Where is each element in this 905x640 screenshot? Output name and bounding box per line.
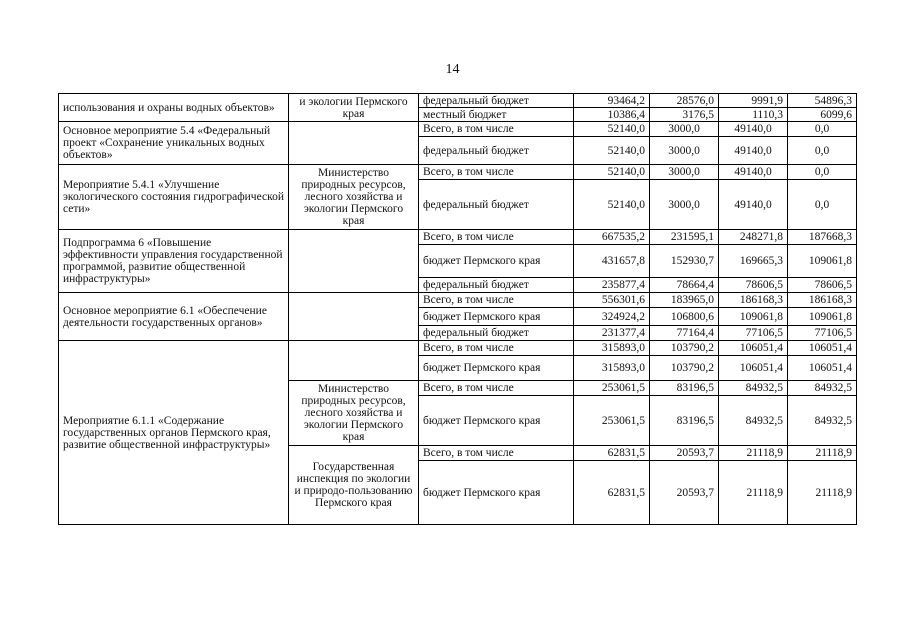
amount-cell: 103790,2	[650, 356, 719, 381]
funding-source-cell: Всего, в том числе	[419, 165, 574, 180]
executor-cell	[289, 293, 419, 341]
amount-cell: 6099,6	[788, 108, 857, 122]
amount-cell: 0,0	[788, 180, 857, 230]
amount-cell: 78664,4	[650, 278, 719, 293]
amount-cell: 84932,5	[788, 381, 857, 396]
amount-cell: 62831,5	[574, 446, 650, 461]
amount-cell: 186168,3	[788, 293, 857, 308]
amount-cell: 556301,6	[574, 293, 650, 308]
funding-source-cell: бюджет Пермского края	[419, 396, 574, 446]
table-row	[59, 165, 857, 180]
amount-cell: 183965,0	[650, 293, 719, 308]
funding-source-cell: федеральный бюджет	[419, 137, 574, 165]
amount-cell: 667535,2	[574, 230, 650, 245]
amount-cell: 52140,0	[574, 165, 650, 180]
amount-cell: 93464,2	[574, 94, 650, 108]
executor-cell: и экологии Пермского края	[289, 94, 419, 122]
amount-cell: 152930,7	[650, 245, 719, 278]
amount-cell: 0,0	[788, 137, 857, 165]
amount-cell: 84932,5	[788, 396, 857, 446]
funding-source-cell: бюджет Пермского края	[419, 245, 574, 278]
amount-cell: 83196,5	[650, 381, 719, 396]
funding-source-cell: бюджет Пермского края	[419, 308, 574, 326]
amount-cell: 109061,8	[719, 308, 788, 326]
amount-cell: 20593,7	[650, 446, 719, 461]
amount-cell: 77164,4	[650, 326, 719, 341]
amount-cell: 324924,2	[574, 308, 650, 326]
funding-source-cell: Всего, в том числе	[419, 230, 574, 245]
amount-cell: 0,0	[788, 165, 857, 180]
amount-cell: 231377,4	[574, 326, 650, 341]
funding-source-cell: федеральный бюджет	[419, 94, 574, 108]
activity-name-cell: Мероприятие 6.1.1 «Содержание государственных органов Пермского края, развитие общественной инфраструктуры»	[59, 341, 289, 525]
funding-source-cell: федеральный бюджет	[419, 278, 574, 293]
amount-cell: 109061,8	[788, 245, 857, 278]
amount-cell: 21118,9	[788, 446, 857, 461]
activity-name-cell: использования и охраны водных объектов»	[59, 94, 289, 122]
amount-cell: 78606,5	[788, 278, 857, 293]
amount-cell: 106051,4	[719, 356, 788, 381]
amount-cell: 3000,0	[650, 122, 719, 137]
amount-cell: 84932,5	[719, 396, 788, 446]
funding-source-cell: Всего, в том числе	[419, 381, 574, 396]
amount-cell: 169665,3	[719, 245, 788, 278]
table-row	[59, 341, 857, 356]
funding-source-cell: бюджет Пермского края	[419, 356, 574, 381]
amount-cell: 1110,3	[719, 108, 788, 122]
amount-cell: 3176,5	[650, 108, 719, 122]
amount-cell: 21118,9	[719, 446, 788, 461]
amount-cell: 20593,7	[650, 461, 719, 525]
amount-cell: 52140,0	[574, 180, 650, 230]
executor-cell: Государственная инспекция по экологии и природо-пользованию Пермского края	[289, 446, 419, 525]
amount-cell: 28576,0	[650, 94, 719, 108]
table-row	[59, 230, 857, 245]
funding-source-cell: Всего, в том числе	[419, 122, 574, 137]
amount-cell: 106051,4	[719, 341, 788, 356]
amount-cell: 431657,8	[574, 245, 650, 278]
amount-cell: 52140,0	[574, 137, 650, 165]
funding-source-cell: местный бюджет	[419, 108, 574, 122]
amount-cell: 103790,2	[650, 341, 719, 356]
amount-cell: 106051,4	[788, 341, 857, 356]
amount-cell: 49140,0	[719, 122, 788, 137]
amount-cell: 49140,0	[719, 180, 788, 230]
amount-cell: 3000,0	[650, 180, 719, 230]
activity-name-cell: Основное мероприятие 5.4 «Федеральный проект «Сохранение уникальных водных объектов»	[59, 122, 289, 165]
executor-cell	[289, 230, 419, 293]
budget-table	[58, 93, 857, 525]
amount-cell: 3000,0	[650, 165, 719, 180]
amount-cell: 248271,8	[719, 230, 788, 245]
amount-cell: 231595,1	[650, 230, 719, 245]
amount-cell: 253061,5	[574, 396, 650, 446]
amount-cell: 187668,3	[788, 230, 857, 245]
amount-cell: 54896,3	[788, 94, 857, 108]
executor-cell	[289, 341, 419, 381]
page-number: 14	[445, 62, 460, 77]
funding-source-cell: Всего, в том числе	[419, 293, 574, 308]
amount-cell: 9991,9	[719, 94, 788, 108]
table-row	[59, 293, 857, 308]
amount-cell: 21118,9	[719, 461, 788, 525]
amount-cell: 84932,5	[719, 381, 788, 396]
table-row	[59, 94, 857, 108]
activity-name-cell: Мероприятие 5.4.1 «Улучшение экологического состояния гидрографической сети»	[59, 165, 289, 230]
amount-cell: 106800,6	[650, 308, 719, 326]
executor-cell: Министерство природных ресурсов, лесного хозяйства и экологии Пермского края	[289, 381, 419, 446]
amount-cell: 253061,5	[574, 381, 650, 396]
funding-source-cell: федеральный бюджет	[419, 180, 574, 230]
amount-cell: 315893,0	[574, 341, 650, 356]
amount-cell: 77106,5	[719, 326, 788, 341]
amount-cell: 78606,5	[719, 278, 788, 293]
amount-cell: 10386,4	[574, 108, 650, 122]
amount-cell: 77106,5	[788, 326, 857, 341]
table-row	[59, 122, 857, 137]
funding-source-cell: федеральный бюджет	[419, 326, 574, 341]
amount-cell: 52140,0	[574, 122, 650, 137]
amount-cell: 83196,5	[650, 396, 719, 446]
amount-cell: 109061,8	[788, 308, 857, 326]
amount-cell: 21118,9	[788, 461, 857, 525]
funding-source-cell: Всего, в том числе	[419, 341, 574, 356]
executor-cell: Министерство природных ресурсов, лесного хозяйства и экологии Пермского края	[289, 165, 419, 230]
activity-name-cell: Подпрограмма 6 «Повышение эффективности управления государственной программой, развитие общественной инфраструктуры»	[59, 230, 289, 293]
activity-name-cell: Основное мероприятие 6.1 «Обеспечение деятельности государственных органов»	[59, 293, 289, 341]
amount-cell: 49140,0	[719, 165, 788, 180]
funding-source-cell: Всего, в том числе	[419, 446, 574, 461]
amount-cell: 186168,3	[719, 293, 788, 308]
amount-cell: 49140,0	[719, 137, 788, 165]
amount-cell: 235877,4	[574, 278, 650, 293]
amount-cell: 0,0	[788, 122, 857, 137]
executor-cell	[289, 122, 419, 165]
funding-source-cell: бюджет Пермского края	[419, 461, 574, 525]
amount-cell: 106051,4	[788, 356, 857, 381]
amount-cell: 315893,0	[574, 356, 650, 381]
amount-cell: 62831,5	[574, 461, 650, 525]
amount-cell: 3000,0	[650, 137, 719, 165]
